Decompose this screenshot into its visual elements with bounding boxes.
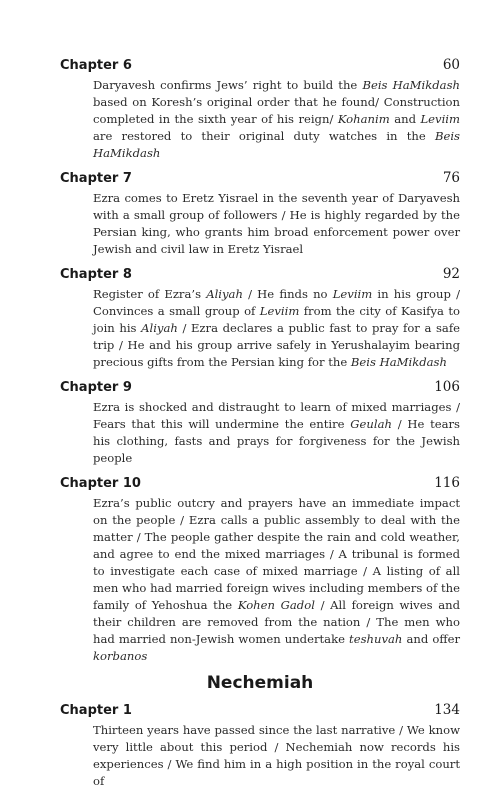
italic-term: Leviim — [259, 304, 300, 318]
description-text: Daryavesh confirms Jews’ right to build the — [93, 78, 363, 92]
description-text: and — [389, 112, 421, 126]
description-text: and offer — [402, 632, 460, 646]
chapter-page-number: 106 — [434, 379, 460, 395]
chapter-entry — [60, 701, 460, 790]
chapter-heading — [60, 474, 460, 493]
description-text: from the city of Kasifya to join his — [93, 304, 461, 335]
chapter-heading — [60, 169, 460, 188]
chapter-entry — [60, 378, 460, 467]
chapter-title: Chapter 1 — [60, 703, 132, 718]
italic-term: teshuvah — [349, 632, 403, 646]
italic-term: Leviim — [332, 287, 373, 301]
chapter-heading — [60, 378, 460, 397]
italic-term: Aliyah — [206, 287, 243, 301]
description-text: in his group / Convinces a small group of — [93, 287, 460, 318]
chapter-title: Chapter 7 — [60, 171, 132, 186]
chapter-page-number: 116 — [434, 475, 460, 491]
chapter-title: Chapter 9 — [60, 380, 132, 395]
chapter-title: Chapter 10 — [60, 476, 141, 491]
italic-term: Kohanim — [337, 112, 390, 126]
description-text: are restored to their original duty watches in the — [93, 129, 435, 143]
chapter-page-number: 60 — [442, 57, 460, 73]
chapter-heading — [60, 56, 460, 75]
chapter-title: Chapter 6 — [60, 58, 132, 73]
chapter-page-number: 134 — [434, 702, 460, 718]
chapter-description — [93, 399, 460, 467]
description-text: / Ezra declares a public fast to pray for a safe trip / He and his group arrive safely in Yerushalayim bearing precious gifts from the Persian king for the — [93, 321, 461, 369]
description-text: / All foreign wives and their children are removed from the nation / The men who had married non-Jewish women undertake — [93, 598, 461, 646]
ezra-chapter-list — [60, 56, 460, 665]
section-title: Nechemiah — [206, 673, 314, 693]
description-text: / He finds no — [242, 287, 333, 301]
table-of-contents-page — [60, 56, 460, 797]
chapter-heading — [60, 265, 460, 284]
chapter-entry — [60, 169, 460, 258]
italic-term: Beis HaMikdash — [362, 78, 460, 92]
description-text: Ezra’s public outcry and prayers have an immediate impact on the people / Ezra calls a public assembly to deal with the matter / The people gather despite the rain and cold weather, and agree to end the mixed marriages / A tribunal is formed to investigate each case of mixed marriage / A listing of all men who had married foreign wives including members of the family of Yehoshua the — [93, 496, 460, 612]
italic-term: Beis HaMikdash — [93, 129, 460, 160]
chapter-entry — [60, 474, 460, 665]
description-text: / He tears his clothing, fasts and prays for forgiveness for the Jewish people — [93, 417, 461, 465]
chapter-description — [93, 190, 460, 258]
chapter-description — [93, 495, 460, 665]
chapter-description — [93, 722, 460, 790]
nechemiah-chapter-list — [60, 701, 460, 790]
chapter-description — [93, 286, 460, 371]
italic-term: Leviim — [420, 112, 460, 126]
description-text: Ezra comes to Eretz Yisrael in the seventh year of Daryavesh with a small group of followers / He is highly regarded by the Persian king, who grants him broad enforcement power over Jewish and civil law in Eretz Yisrael — [93, 191, 460, 256]
chapter-heading — [60, 701, 460, 720]
chapter-description — [93, 77, 460, 162]
italic-term: Kohen Gadol — [237, 598, 315, 612]
description-text: Thirteen years have passed since the last narrative / We know very little about this period / Nechemiah now records his experiences / We find him in a high position in the royal court of — [93, 723, 460, 788]
chapter-page-number: 76 — [442, 170, 460, 186]
chapter-entry — [60, 265, 460, 371]
italic-term: Geulah — [350, 417, 392, 431]
italic-term: korbanos — [93, 649, 148, 663]
description-text: based on Koresh’s original order that he found/ Construction completed in the sixth year of his reign/ — [93, 95, 460, 126]
chapter-title: Chapter 8 — [60, 267, 132, 282]
chapter-entry — [60, 56, 460, 162]
description-text: Ezra is shocked and distraught to learn of mixed marriages / Fears that this will undermine the entire — [93, 400, 460, 431]
chapter-page-number: 92 — [442, 266, 460, 282]
description-text: Register of Ezra’s — [93, 287, 207, 301]
italic-term: Beis HaMikdash — [350, 355, 447, 369]
italic-term: Aliyah — [141, 321, 178, 335]
